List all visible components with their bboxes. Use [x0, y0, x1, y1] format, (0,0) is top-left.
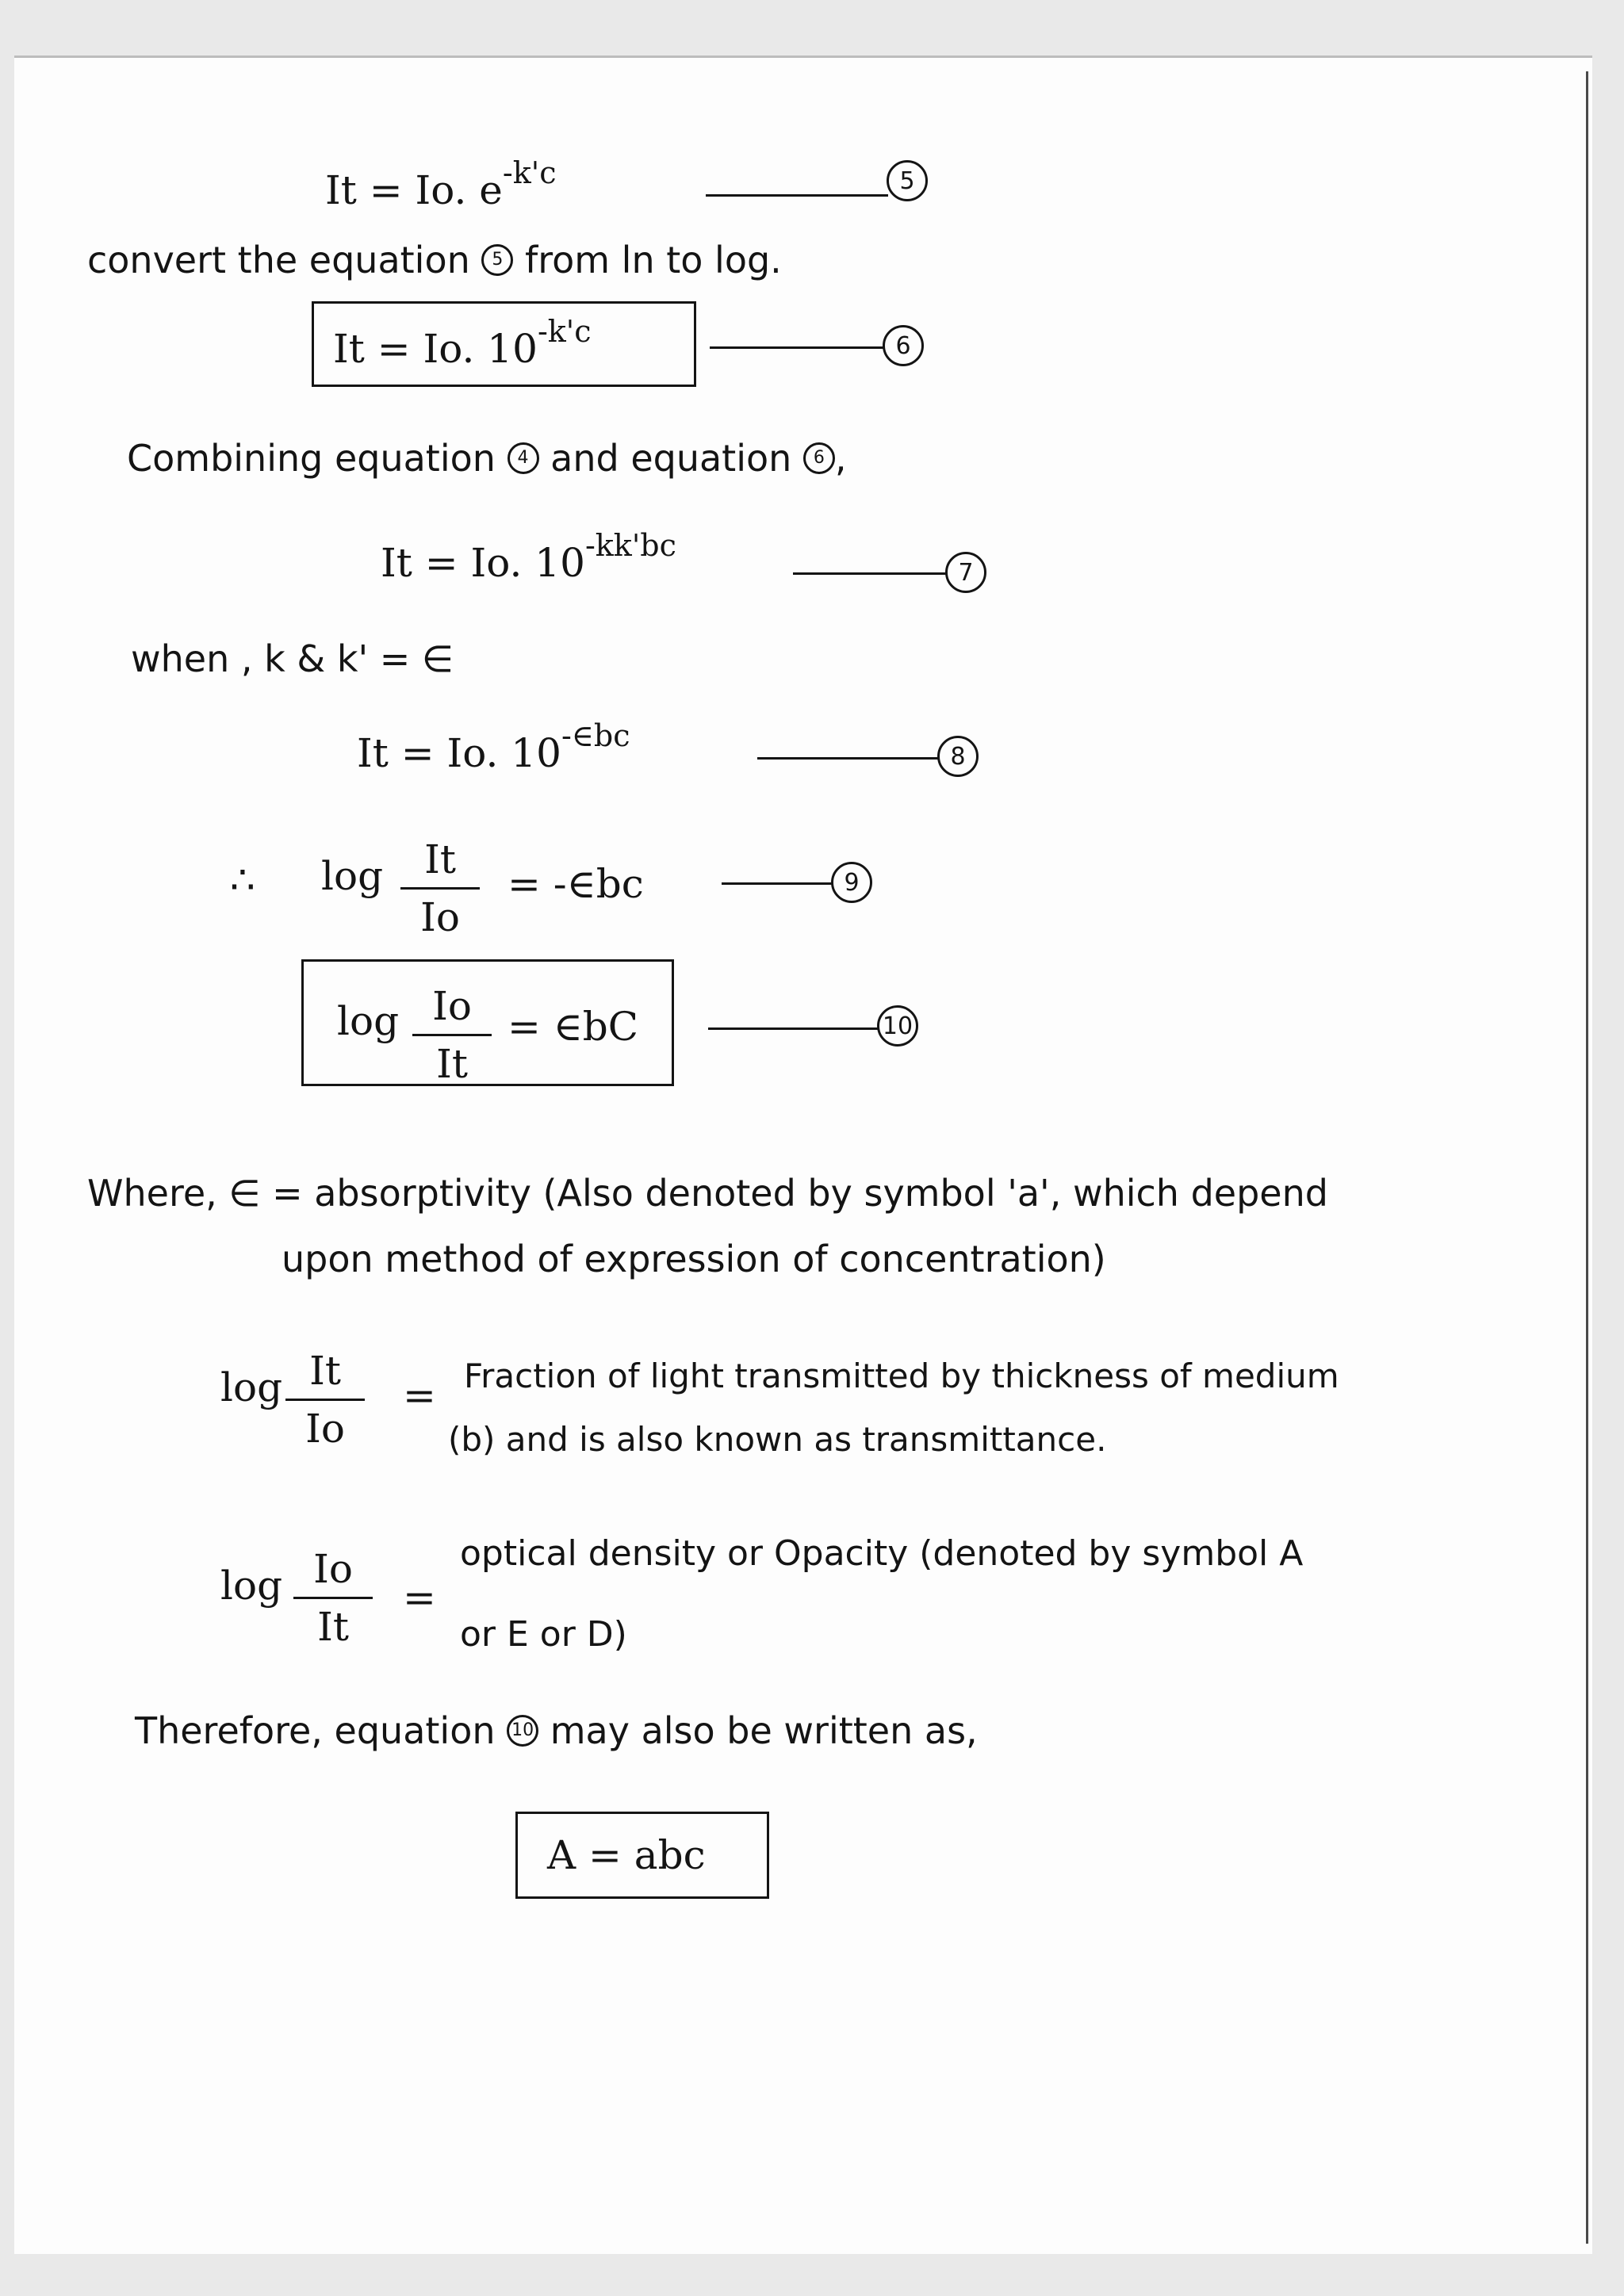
combining-ref2-badge: 6 [803, 442, 835, 474]
therefore-pre: Therefore, equation [135, 1709, 496, 1752]
def1-text-line-2: (b) and is also known as transmittance. [448, 1420, 1107, 1459]
equation-7 [381, 528, 676, 586]
where-line-2: upon method of expression of concentration) [282, 1238, 1106, 1280]
eq9-rhs: = -∈bc [508, 861, 644, 907]
eq8-leader-line [757, 757, 940, 760]
def2-equals: = [403, 1575, 436, 1621]
equation-5 [325, 155, 557, 213]
eq5-number-badge: 5 [887, 160, 928, 201]
eq7-number-badge: 7 [945, 552, 986, 593]
eq8-rhs: = Io. 10 [400, 730, 561, 776]
def2-numerator: Io [293, 1546, 373, 1599]
def1-text-line-1: Fraction of light transmitted by thickness of medium [464, 1357, 1339, 1395]
notebook-page [14, 55, 1592, 2254]
eq5-rhs: = Io. e [369, 167, 503, 213]
eq8-lhs: It [357, 730, 389, 776]
eq10-denominator: It [436, 1041, 468, 1087]
eq8-number-badge: 8 [937, 736, 979, 777]
equation-6 [333, 314, 592, 372]
combining-ref1-badge: 4 [508, 442, 539, 474]
eq9-numerator: It [400, 836, 480, 890]
def1-denominator: Io [305, 1406, 345, 1452]
def2-denominator: It [317, 1604, 349, 1650]
eq9-denominator: Io [420, 894, 460, 940]
def1-equals: = [403, 1372, 436, 1418]
eq10-leader-line [708, 1027, 879, 1030]
eq8-exponent: -∈bc [561, 718, 630, 753]
eq5-exponent: -k'c [502, 155, 557, 190]
def2-log: log [220, 1563, 283, 1609]
def1-numerator: It [285, 1348, 365, 1401]
eq9-therefore-symbol: ∴ [230, 857, 255, 903]
eq7-exponent: -kk'bc [584, 528, 676, 563]
def2-text-line-1: optical density or Opacity (denoted by symbol A [460, 1533, 1304, 1574]
combining-post: , [834, 437, 847, 480]
def2-fraction [293, 1546, 373, 1650]
combining-mid: and equation [550, 437, 792, 480]
combining-pre: Combining equation [127, 437, 496, 480]
eq6-lhs: It [333, 326, 365, 372]
eq6-rhs: = Io. 10 [377, 326, 538, 372]
eq5-lhs: It [325, 167, 357, 213]
therefore-statement [135, 1709, 978, 1752]
where-line-1: Where, ∈ = absorptivity (Also denoted by symbol 'a', which depend [87, 1172, 1328, 1215]
final-equation: A = abc [547, 1832, 706, 1878]
eq9-number-badge: 9 [831, 862, 872, 903]
eq6-leader-line [710, 346, 884, 349]
eq7-leader-line [793, 572, 948, 575]
def1-fraction [285, 1348, 365, 1452]
eq6-exponent: -k'c [537, 314, 592, 349]
page-margin-line [1586, 71, 1588, 2244]
eq9-leader-line [722, 882, 833, 885]
eq6-number-badge: 6 [883, 325, 924, 366]
eq10-rhs: = ∈bC [508, 1004, 639, 1050]
convert-instruction [87, 239, 782, 281]
def1-log: log [220, 1364, 283, 1410]
eq7-lhs: It [381, 540, 412, 586]
eq7-rhs: = Io. 10 [424, 540, 585, 586]
equation-8 [357, 718, 630, 776]
when-condition: when , k & k' = ∈ [131, 637, 454, 680]
eq10-fraction [412, 983, 492, 1087]
eq9-log: log [321, 853, 384, 899]
therefore-post: may also be written as, [550, 1709, 978, 1752]
eq10-log: log [337, 998, 400, 1044]
eq10-number-badge: 10 [877, 1005, 918, 1047]
def2-text-line-2: or E or D) [460, 1614, 627, 1655]
combining-instruction [127, 437, 847, 480]
eq9-fraction [400, 836, 480, 940]
therefore-ref-badge: 10 [507, 1715, 538, 1747]
convert-pre: convert the equation [87, 239, 470, 281]
convert-post: from ln to log. [525, 239, 782, 281]
eq10-numerator: Io [412, 983, 492, 1036]
convert-ref-badge: 5 [481, 244, 513, 276]
eq5-leader-line [706, 194, 888, 197]
